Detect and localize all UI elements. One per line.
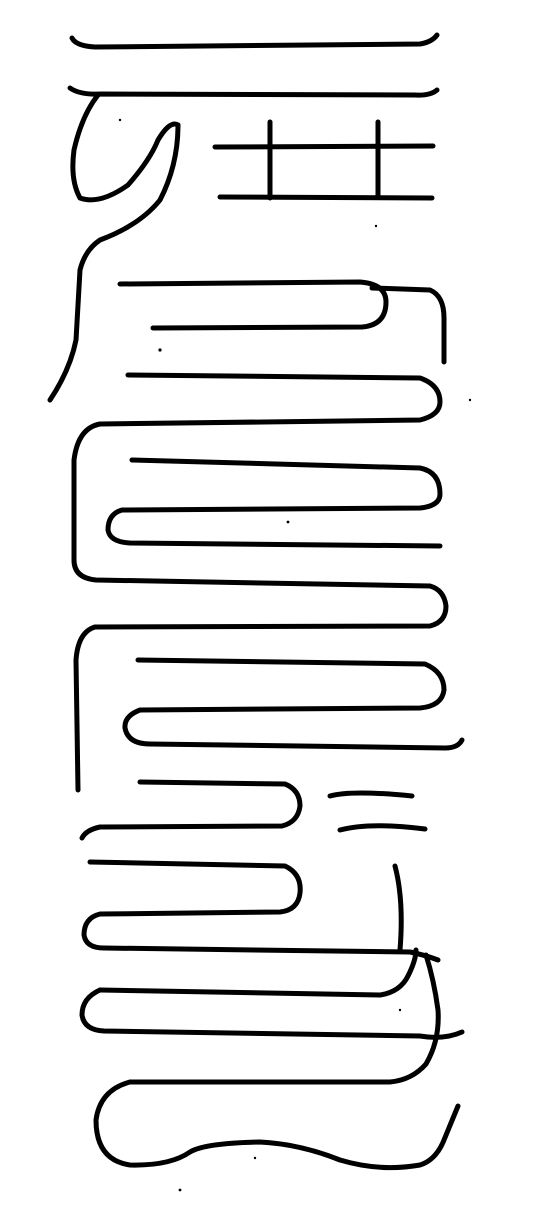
meander-4-top	[82, 782, 300, 838]
meander-6-right-hook	[130, 955, 438, 1082]
top-stroke-3	[215, 146, 433, 147]
paper-speck	[158, 348, 161, 351]
bottom-curl	[96, 1082, 458, 1168]
left-spine-upper	[50, 125, 178, 400]
meander-4-right-dash	[330, 793, 412, 796]
paper-speck	[179, 1189, 182, 1192]
top-stroke-4	[220, 197, 432, 198]
meander-2-inner	[108, 460, 440, 546]
meander-5-right-vertical	[395, 866, 401, 950]
meander-4-right-dash-2	[340, 826, 425, 830]
meander-5	[84, 862, 438, 960]
meander-6-lower	[82, 990, 462, 1037]
paper-speck	[399, 1009, 401, 1011]
left-hook-stroke	[73, 95, 178, 200]
meander-3-inner	[125, 660, 462, 748]
meander-2-left	[74, 424, 446, 627]
meander-2-top	[100, 375, 440, 424]
paper-speck	[287, 521, 290, 524]
meander-1-outer	[120, 282, 386, 328]
top-stroke-2	[70, 88, 437, 95]
paper-speck	[469, 399, 471, 401]
paper-speck	[119, 119, 121, 121]
paper-speck	[375, 225, 377, 227]
meander-1-right	[372, 288, 444, 362]
top-stroke-1	[72, 35, 437, 47]
meander-3-outer	[76, 627, 95, 790]
meander-6	[100, 950, 416, 995]
paper-speck	[254, 1157, 256, 1159]
